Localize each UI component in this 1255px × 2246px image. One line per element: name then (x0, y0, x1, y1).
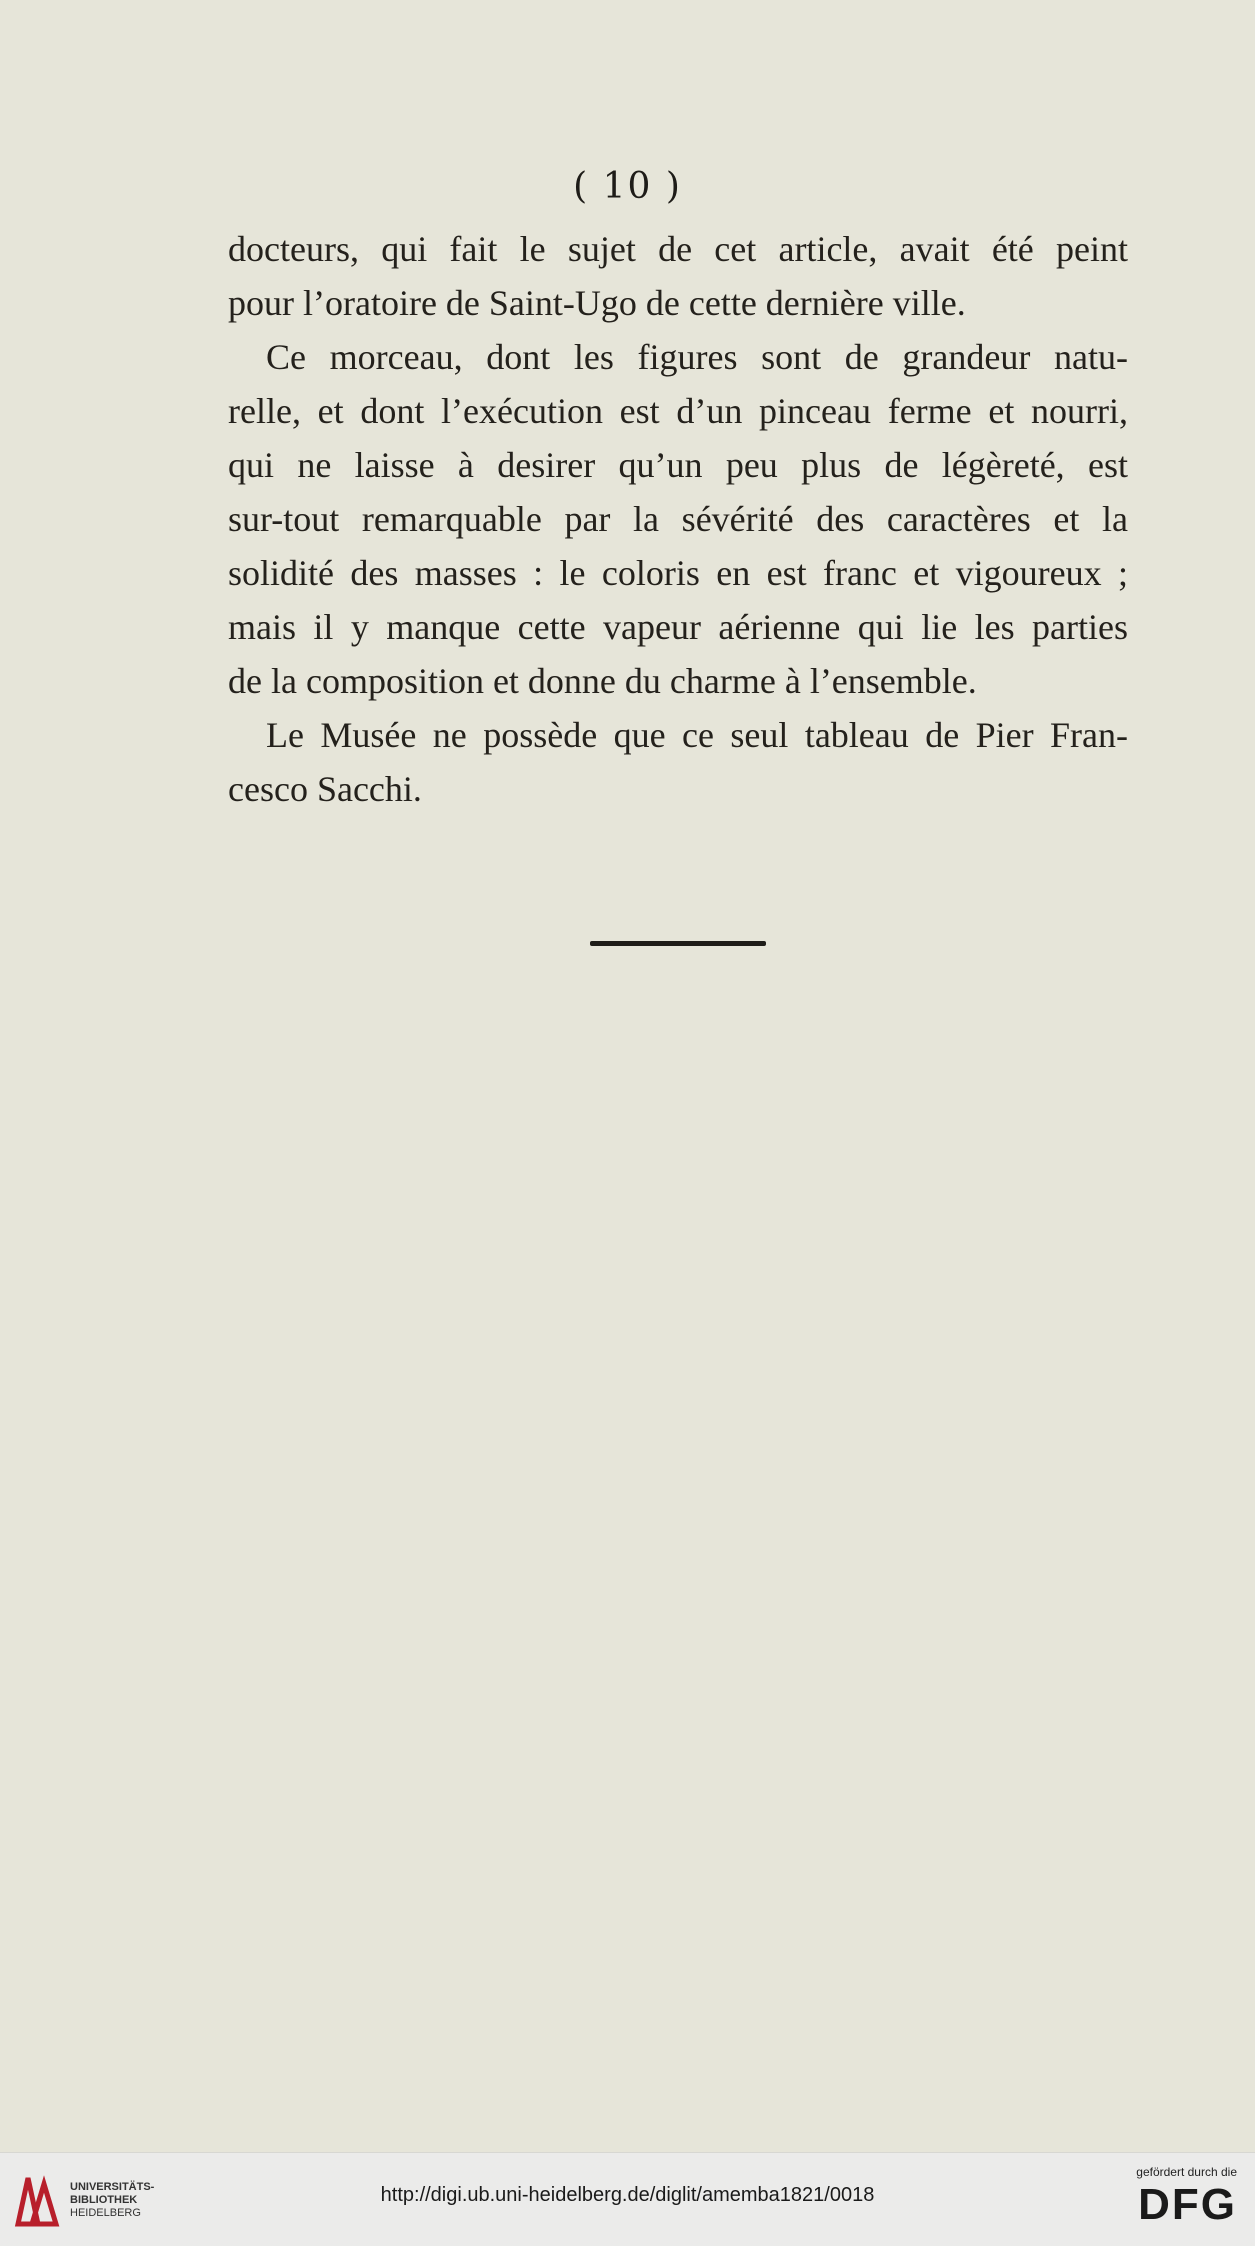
library-name-line: UNIVERSITÄTS- (70, 2180, 155, 2193)
text-line: qui ne laisse à desirer qu’un peu plus de légèreté, est (228, 445, 1128, 485)
text-line: relle, et dont l’exécution est d’un pinceau ferme et nourri, (228, 391, 1128, 431)
text-line: mais il y manque cette vapeur aérienne qui lie les parties (228, 607, 1128, 647)
text-line: de la composition et donne du charme à l’ensemble. (228, 661, 977, 701)
funding-label: gefördert durch die (1136, 2165, 1237, 2179)
text-line: cesco Sacchi. (228, 769, 422, 809)
footer-bar (0, 2152, 1255, 2246)
page-number: ( 10 ) (573, 166, 682, 207)
funding-credit[interactable] (1136, 2165, 1237, 2231)
text-line: Ce morceau, dont les figures sont de grandeur natu- (266, 337, 1128, 377)
permalink-url[interactable]: http://digi.ub.uni-heidelberg.de/diglit/amemba1821/0018 (380, 2184, 875, 2206)
text-line: sur-tout remarquable par la sévérité des caractères et la (228, 499, 1128, 539)
text-line: pour l’oratoire de Saint-Ugo de cette dernière ville. (228, 283, 966, 323)
text-line: docteurs, qui fait le sujet de cet article, avait été peint (228, 229, 1128, 269)
library-name-line: BIBLIOTHEK (70, 2193, 138, 2206)
text-line: Le Musée ne possède que ce seul tableau de Pier Fran- (266, 715, 1128, 755)
dfg-logo: DFG (1138, 2180, 1237, 2229)
text-line: solidité des masses : le coloris en est franc et vigoureux ; (228, 553, 1128, 593)
library-name-line: HEIDELBERG (70, 2206, 141, 2219)
section-divider-rule (590, 941, 766, 946)
body-text (228, 222, 1128, 816)
